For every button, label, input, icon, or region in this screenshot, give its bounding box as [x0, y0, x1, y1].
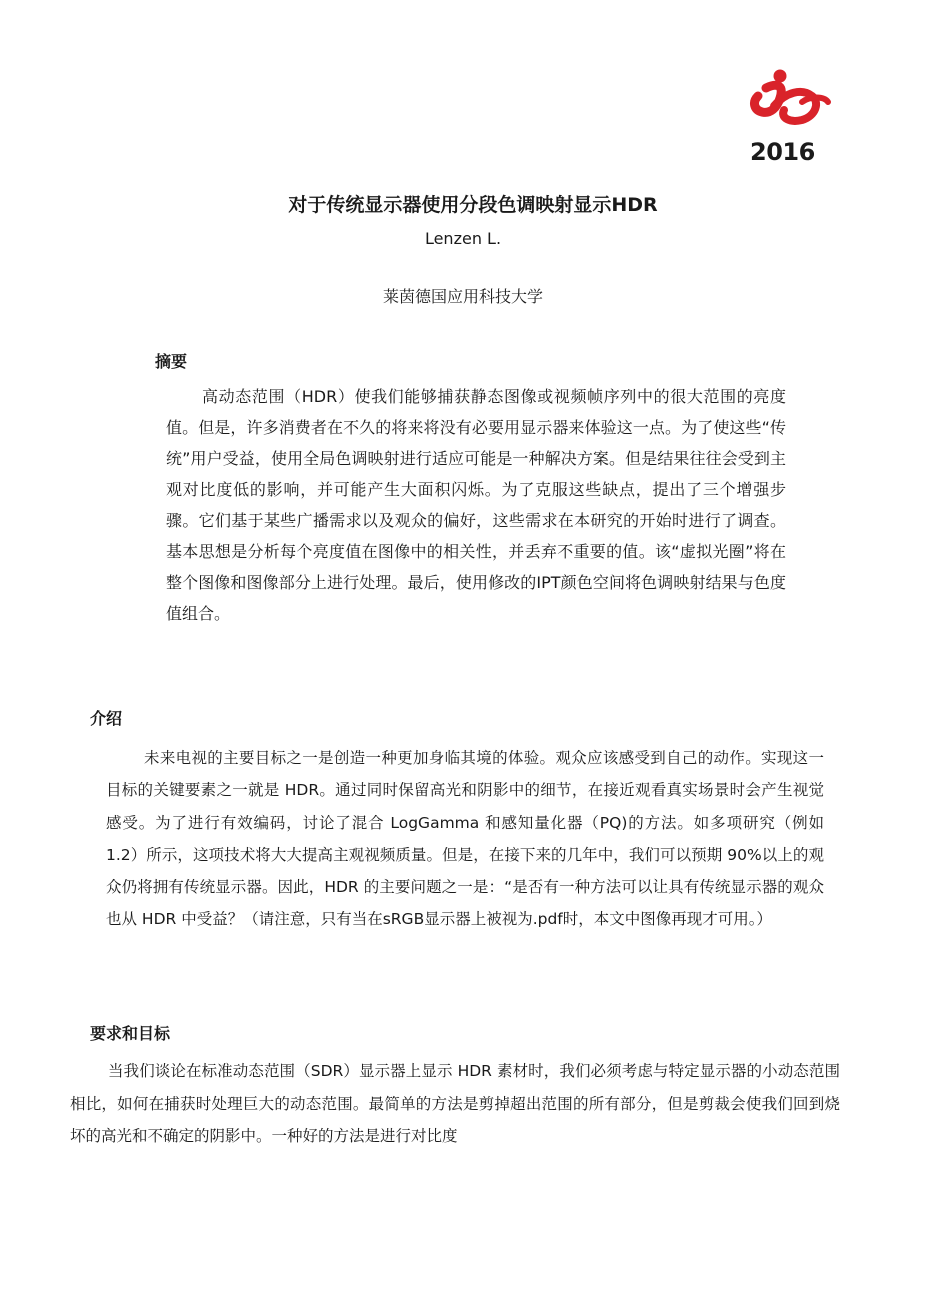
paper-title: 对于传统显示器使用分段色调映射显示HDR [288, 194, 658, 216]
section-heading-requirements: 要求和目标 [90, 1024, 171, 1043]
logo-year: 2016 [750, 138, 815, 166]
paper-affiliation: 莱茵德国应用科技大学 [382, 287, 543, 306]
section-text-requirements: 当我们谈论在标准动态范围（SDR）显示器上显示 HDR 素材时，我们必须考虑与特定显示器的小动态范围相比，如何在捕获时处理巨大的动态范围。最简单的方法是剪掉超出范围的所有部分，但是剪裁会使我们回到烧坏的高光和不确定的阴影中。一种好的方法是进行对比度 [70, 1062, 840, 1145]
ibc-2016-logo [744, 62, 836, 170]
ibc-logo-mark [744, 62, 836, 142]
abstract-heading: 摘要 [155, 352, 188, 371]
section-heading-introduction: 介绍 [90, 709, 123, 728]
section-text-introduction: 未来电视的主要目标之一是创造一种更加身临其境的体验。观众应该感受到自己的动作。实现这一目标的关键要素之一就是 HDR。通过同时保留高光和阴影中的细节，在接近观看真实场景时会产生视觉感受。为了进行有效编码，讨论了混合 LogGamma 和感知量化器（PQ)的方法。如多项研究（例如 1.2）所示，这项技术将大大提高主观视频质量。但是，在接下来的几年中，我们可以预期 90%以上的观众仍将拥有传统显示器。因此，HDR 的主要问题之一是：“是否有一种方法可以让具有传统显示器的观众也从 HDR 中受益？（请注意，只有当在sRGB显示器上被视为.pdf时，本文中图像再现才可用。） [106, 749, 824, 929]
abstract-text: 高动态范围（HDR）使我们能够捕获静态图像或视频帧序列中的很大范围的亮度值。但是，许多消费者在不久的将来将没有必要用显示器来体验这一点。为了使这些“传统”用户受益，使用全局色调映射进行适应可能是一种解决方案。但是结果往往会受到主观对比度低的影响，并可能产生大面积闪烁。为了克服这些缺点，提出了三个增强步骤。它们基于某些广播需求以及观众的偏好，这些需求在本研究的开始时进行了调查。基本思想是分析每个亮度值在图像中的相关性，并丢弃不重要的值。该“虚拟光圈”将在整个图像和图像部分上进行处理。最后，使用修改的IPT颜色空间将色调映射结果与色度值组合。 [166, 387, 786, 623]
paper-author: Lenzen L. [424, 229, 502, 248]
